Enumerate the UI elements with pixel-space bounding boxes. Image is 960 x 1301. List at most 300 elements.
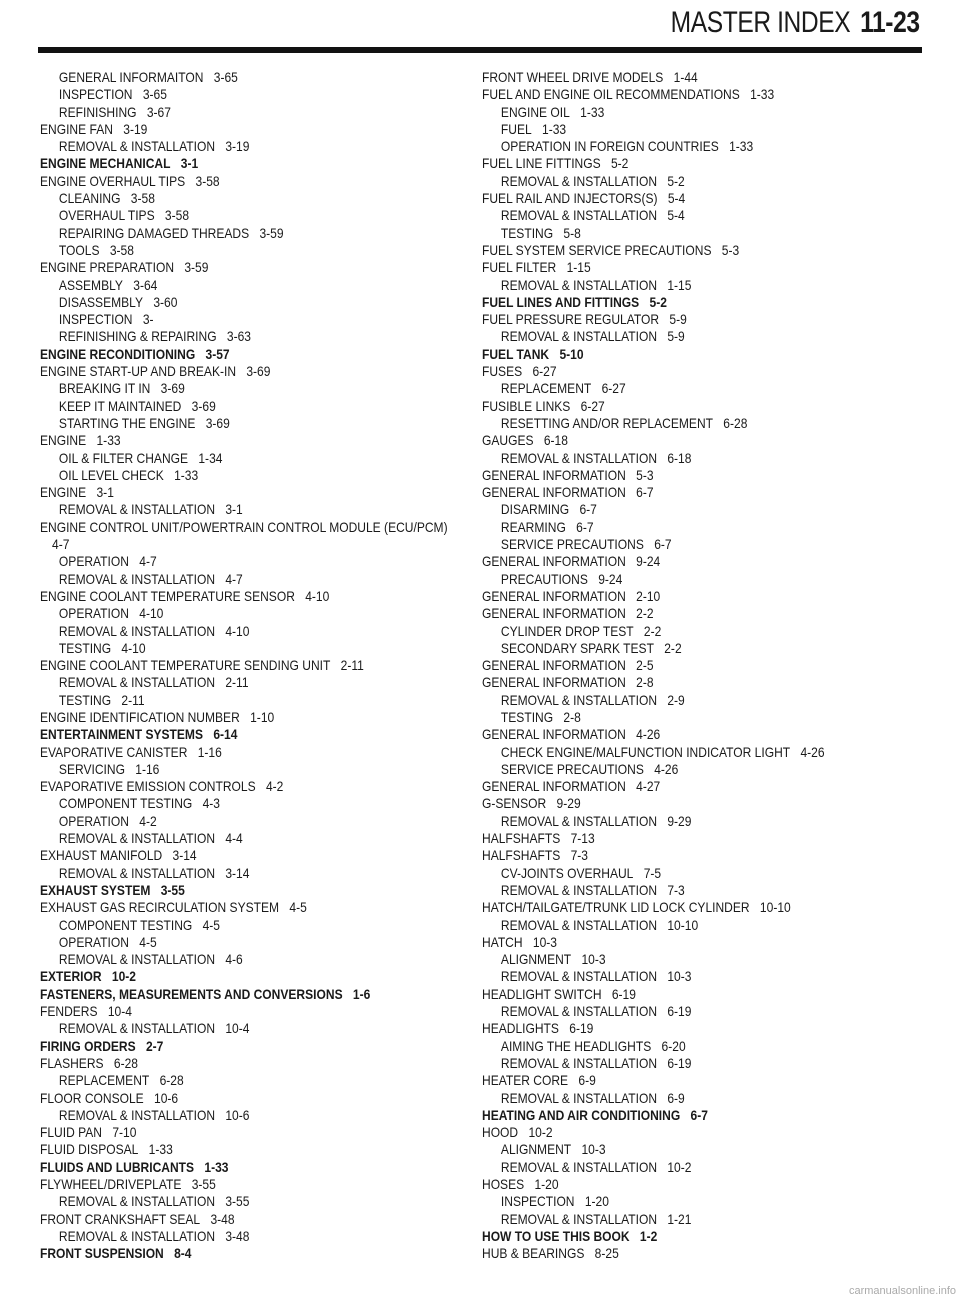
entry-page: 10-2 [528,1124,553,1141]
entry-page: 5-2 [610,155,629,172]
index-entry [40,346,418,363]
entry-label: HOOD [482,1124,519,1141]
index-entry [40,899,418,916]
entry-page: 10-10 [667,916,699,933]
entry-label: ENGINE [40,484,87,501]
index-entry [40,657,418,674]
index-entry [40,588,418,605]
entry-page: 8-25 [594,1245,619,1262]
entry-label: EXHAUST MANIFOLD [40,847,163,864]
entry-page: 7-3 [570,847,588,864]
entry-page: 9-24 [598,570,623,587]
index-entry [482,882,860,899]
index-entry [482,1211,860,1228]
entry-label: GAUGES [482,432,534,449]
entry-label: CV-JOINTS OVERHAUL [500,864,634,881]
entry-page: 4-27 [636,778,661,795]
index-entry [482,1072,860,1089]
index-entry [482,155,860,172]
entry-label: REMOVAL & INSTALLATION [500,1158,658,1175]
entry-page: 4-7 [225,570,243,587]
entry-page: 1-34 [198,449,223,466]
index-entry [40,761,418,778]
entry-page: 4-26 [654,760,679,777]
entry-page: 7-10 [112,1124,137,1141]
entry-page: 2-7 [145,1037,164,1054]
entry-label: HALFSHAFTS [482,830,561,847]
entry-page: 3-59 [184,259,209,276]
index-entry [40,311,418,328]
entry-label: REMOVAL & INSTALLATION [58,1193,216,1210]
entry-page: 3-69 [246,363,271,380]
index-entry [40,536,418,553]
index-entry [482,415,860,432]
entry-label: TESTING [58,691,112,708]
entry-page: 3-64 [133,276,158,293]
entry-label: ENGINE OIL [500,103,570,120]
index-entry [482,69,860,86]
index-entry [40,1055,418,1072]
index-entry [40,1141,418,1158]
entry-label: DISARMING [500,501,570,518]
entry-page: 2-9 [667,691,685,708]
index-entry [482,1055,860,1072]
entry-page: 3-55 [160,881,185,898]
entry-label: REMOVAL & INSTALLATION [500,968,658,985]
index-entry [482,380,860,397]
index-entry [40,104,418,121]
index-entry [40,259,418,276]
index-entry [482,692,860,709]
entry-label: EXHAUST GAS RECIRCULATION SYSTEM [40,899,280,916]
entry-label: OVERHAUL TIPS [58,207,155,224]
entry-label: ENGINE START-UP AND BREAK-IN [40,363,237,380]
entry-page: 1-33 [580,103,605,120]
index-entry [482,709,860,726]
index-entry [482,138,860,155]
index-entry [40,1211,418,1228]
entry-label: REFINISHING & REPAIRING [58,328,217,345]
entry-label: REMOVAL & INSTALLATION [500,207,658,224]
entry-page: 1-16 [135,760,160,777]
entry-label: FLUIDS AND LUBRICANTS [40,1158,195,1175]
entry-page: 2-11 [225,674,249,691]
entry-page: 6-7 [576,518,594,535]
entry-label: GENERAL INFORMAITON [58,69,204,85]
entry-label: GENERAL INFORMATION [482,605,626,622]
index-entry [482,830,860,847]
entry-page: 3-1 [96,484,114,501]
entry-label: KEEP IT MAINTAINED [58,397,182,414]
entry-page: 6-19 [667,1003,692,1020]
index-entry [40,277,418,294]
entry-page: 4-5 [202,916,220,933]
entry-page: 7-3 [667,881,685,898]
index-entry [40,865,418,882]
entry-page: 2-2 [636,605,654,622]
entry-label: REMOVAL & INSTALLATION [500,1210,658,1227]
entry-label: FRONT CRANKSHAFT SEAL [40,1210,201,1227]
entry-label: REMOVAL & INSTALLATION [58,674,216,691]
index-entry [40,553,418,570]
entry-page: 3-14 [172,847,197,864]
index-entry [40,709,418,726]
index-entry [482,761,860,778]
index-entry [40,328,418,345]
entry-label: ENGINE PREPARATION [40,259,175,276]
entry-page: 1-33 [542,120,567,137]
entry-label: FLUID DISPOSAL [40,1141,139,1158]
entry-page: 6-27 [601,380,626,397]
entry-page: 3-60 [153,293,178,310]
entry-label: FUSES [482,363,523,380]
index-entry [482,346,860,363]
index-entry [40,1003,418,1020]
index-entry [40,190,418,207]
entry-page: 6-7 [690,1106,708,1123]
entry-label: SERVICING [58,760,125,777]
index-entry [482,657,860,674]
index-entry [40,69,418,86]
entry-page: 1-2 [639,1227,658,1244]
entry-page: 1-33 [204,1158,229,1175]
entry-page: 1-16 [197,743,222,760]
index-entry [482,1107,860,1124]
entry-page: 2-8 [563,708,581,725]
entry-page: 6-7 [636,484,654,501]
entry-page: 10-4 [107,1003,132,1020]
entry-page: 1-33 [729,138,754,155]
entry-label: FUEL FILTER [482,259,557,276]
index-entry [482,588,860,605]
entry-label: EXHAUST SYSTEM [40,881,151,898]
entry-page: 3-19 [225,138,250,155]
entry-label: HOSES [482,1176,525,1192]
entry-page: 8-4 [174,1245,192,1262]
entry-page: 3-48 [210,1210,235,1227]
entry-label: FLUID PAN [40,1124,103,1141]
entry-page: 2-11 [340,657,364,674]
entry-label: ALIGNMENT [500,951,572,968]
entry-label: GENERAL INFORMATION [482,726,626,743]
entry-page: 3-65 [142,86,167,103]
entry-label: EVAPORATIVE EMISSION CONTROLS [40,778,256,795]
entry-page: 5-4 [667,207,685,224]
index-entry [40,484,418,501]
entry-label: SECONDARY SPARK TEST [500,639,654,656]
entry-page: 5-8 [563,224,581,241]
index-entry [40,450,418,467]
index-entry [40,432,418,449]
index-entry [40,363,418,380]
index-entry [40,1159,418,1176]
index-entry [40,1038,418,1055]
entry-label: TOOLS [58,241,100,258]
entry-page: 3-55 [225,1193,250,1210]
index-entry [40,795,418,812]
index-entry [482,917,860,934]
entry-label: PRECAUTIONS [500,570,588,587]
index-entry [482,328,860,345]
entry-page: 3-69 [205,414,230,431]
index-entry [40,501,418,518]
index-entry [482,726,860,743]
index-entry [40,1193,418,1210]
entry-page: 6-28 [159,1072,184,1089]
entry-label: SERVICE PRECAUTIONS [500,760,644,777]
entry-label: REMOVAL & INSTALLATION [500,812,658,829]
index-entry [40,778,418,795]
entry-label: ENGINE MECHANICAL [40,155,171,172]
entry-label: RESETTING AND/OR REPLACEMENT [500,414,713,431]
entry-page: 9-29 [556,795,581,812]
entry-label: SERVICE PRECAUTIONS [500,536,644,553]
entry-label: AIMING THE HEADLIGHTS [500,1037,652,1054]
entry-page: 3-69 [191,397,216,414]
entry-page: 10-2 [111,968,136,985]
index-entry [40,1228,418,1245]
entry-page: 4-26 [636,726,661,743]
entry-label: FUSIBLE LINKS [482,397,571,414]
index-entry [482,484,860,501]
entry-label: TESTING [58,639,112,656]
entry-label: INSPECTION [58,86,133,103]
entry-page: 4-5 [139,933,157,950]
entry-page: 3- [142,311,154,328]
entry-page: 1-44 [673,69,698,85]
entry-page: 7-13 [570,830,595,847]
entry-page: 3-65 [213,69,238,85]
index-entry [40,917,418,934]
entry-page: 3-58 [130,190,155,207]
entry-label: FUEL [500,120,532,137]
index-entry [40,692,418,709]
index-entry [482,294,860,311]
entry-page: 3-58 [195,172,220,189]
index-entry [482,795,860,812]
entry-label: REPAIRING DAMAGED THREADS [58,224,250,241]
entry-page: 6-7 [579,501,597,518]
entry-label: GENERAL INFORMATION [482,553,626,570]
index-entry [40,225,418,242]
entry-label: REMOVAL & INSTALLATION [58,864,216,881]
index-entry [40,1176,418,1193]
entry-label: REMOVAL & INSTALLATION [500,881,658,898]
entry-page: 6-18 [543,432,568,449]
entry-label: REMOVAL & INSTALLATION [500,1003,658,1020]
entry-label: ENGINE RECONDITIONING [40,345,196,362]
entry-label: FIRING ORDERS [40,1037,136,1054]
entry-page: 4-10 [121,639,146,656]
entry-page: 10-6 [154,1089,179,1106]
entry-page: 4-4 [225,830,243,847]
entry-page: 4-26 [800,743,825,760]
index-entry [482,450,860,467]
index-entry [40,640,418,657]
entry-page: 2-2 [664,639,682,656]
entry-page: 10-6 [225,1106,250,1123]
index-column-right [482,69,922,1262]
entry-page: 6-7 [654,536,672,553]
entry-page: 6-28 [723,414,748,431]
entry-page: 3-58 [164,207,190,224]
entry-page: 3-57 [205,345,230,362]
entry-label: REMOVAL & INSTALLATION [58,570,216,587]
index-entry [40,968,418,985]
entry-label: REMOVAL & INSTALLATION [58,1227,216,1244]
index-entry [40,1090,418,1107]
entry-page: 5-9 [667,328,685,345]
entry-page: 1-10 [250,708,275,725]
index-entry [482,225,860,242]
entry-page: 1-33 [96,432,121,449]
index-entry [482,986,860,1003]
entry-label: FUEL PRESSURE REGULATOR [482,311,660,328]
entry-page: 6-14 [213,726,238,743]
entry-label: REMOVAL & INSTALLATION [58,138,216,155]
entry-label: ENGINE COOLANT TEMPERATURE SENDING UNIT [40,657,331,674]
entry-label: HOW TO USE THIS BOOK [482,1227,630,1244]
index-entry [482,501,860,518]
index-entry [482,899,860,916]
entry-page: 4-2 [265,778,284,795]
entry-label: REARMING [500,518,566,535]
index-entry [482,1159,860,1176]
entry-label: ALIGNMENT [500,1141,572,1158]
entry-label: CHECK ENGINE/MALFUNCTION INDICATOR LIGHT [500,743,791,760]
entry-label: HATCH/TAILGATE/TRUNK LID LOCK CYLINDER [482,899,750,916]
entry-page: 10-10 [759,899,791,916]
entry-label: FLASHERS [40,1054,104,1071]
entry-label: INSPECTION [58,311,133,328]
index-entry [482,571,860,588]
index-entry [40,138,418,155]
index-entry [40,882,418,899]
entry-page: 1-33 [148,1141,173,1158]
entry-page: 4-10 [305,587,330,604]
entry-page: 2-2 [643,622,662,639]
index-entry [40,380,418,397]
entry-label: FUEL TANK [482,345,550,362]
entry-label: HEATING AND AIR CONDITIONING [482,1106,681,1123]
entry-page: 1-15 [667,276,692,293]
entry-page: 4-3 [202,795,220,812]
entry-label: REMOVAL & INSTALLATION [58,830,216,847]
entry-label: FUEL AND ENGINE OIL RECOMMENDATIONS [482,86,740,103]
entry-label: COMPONENT TESTING [58,795,193,812]
index-entry [40,1020,418,1037]
entry-page: 1-21 [667,1210,692,1227]
entry-label: CLEANING [58,190,121,207]
index-entry [482,605,860,622]
index-entry [40,86,418,103]
entry-label: REMOVAL & INSTALLATION [500,1089,658,1106]
index-column-left [40,69,480,1262]
index-entry [40,1124,418,1141]
entry-label: REFINISHING [58,103,137,120]
entry-page: 5-3 [721,241,740,258]
index-entry [482,1245,860,1262]
index-entry [482,277,860,294]
index-entry [482,173,860,190]
entry-label: HEATER CORE [482,1072,569,1089]
entry-label: TESTING [500,708,554,725]
entry-page: 6-27 [580,397,605,414]
entry-page: 3-1 [180,155,199,172]
entry-page: 4-7 [139,553,157,570]
entry-page: 4-10 [225,622,250,639]
entry-label: FRONT WHEEL DRIVE MODELS [482,69,664,85]
entry-page: 2-5 [636,657,654,674]
entry-label: ENTERTAINMENT SYSTEMS [40,726,203,743]
entry-page: 6-19 [611,985,636,1002]
entry-label: GENERAL INFORMATION [482,466,626,483]
index-entry [40,1245,418,1262]
entry-label: FUEL LINE FITTINGS [482,155,601,172]
entry-label: GENERAL INFORMATION [482,587,626,604]
index-entry [40,518,448,536]
entry-label: BREAKING IT IN [58,380,151,397]
entry-label: OPERATION [58,553,129,570]
entry-page: 1-20 [534,1176,559,1192]
entry-page: 2-11 [121,691,145,708]
entry-page: 6-27 [532,363,557,380]
page-header [0,0,960,60]
index-title: MASTER INDEX [671,6,851,39]
index-entry [482,104,860,121]
entry-label: ENGINE FAN [40,120,113,137]
entry-label: REMOVAL & INSTALLATION [500,1054,658,1071]
entry-page: 3-19 [123,120,148,137]
index-entry [482,1124,860,1141]
entry-label: FRONT SUSPENSION [40,1245,164,1262]
entry-page: 3-55 [191,1176,216,1192]
entry-page: 6-20 [661,1037,686,1054]
index-entry [482,934,860,951]
index-entry [482,519,860,536]
index-entry [482,865,860,882]
entry-label: GENERAL INFORMATION [482,657,626,674]
entry-page: 3-63 [226,328,252,345]
index-entry [482,778,860,795]
entry-label: ENGINE [40,432,87,449]
entry-label: ASSEMBLY [58,276,123,293]
index-entry [40,813,418,830]
entry-label: HEADLIGHT SWITCH [482,985,602,1002]
index-entry [40,173,418,190]
entry-page: 4-5 [289,899,307,916]
index-entry [482,553,860,570]
index-entry [482,1020,860,1037]
entry-label: HALFSHAFTS [482,847,561,864]
index-entry [482,311,860,328]
page-title [671,6,920,40]
entry-label: OIL & FILTER CHANGE [58,449,189,466]
index-entry [482,432,860,449]
entry-page: 7-5 [643,864,662,881]
index-entry [40,121,418,138]
entry-label: HEADLIGHTS [482,1020,559,1037]
index-entry [40,1072,418,1089]
index-entry [40,242,418,259]
entry-label: GENERAL INFORMATION [482,778,626,795]
entry-label: DISASSEMBLY [58,293,144,310]
index-entry [40,986,418,1003]
index-entry [482,968,860,985]
header-rule [38,47,922,53]
index-entry [40,623,418,640]
entry-label: REMOVAL & INSTALLATION [58,501,216,518]
